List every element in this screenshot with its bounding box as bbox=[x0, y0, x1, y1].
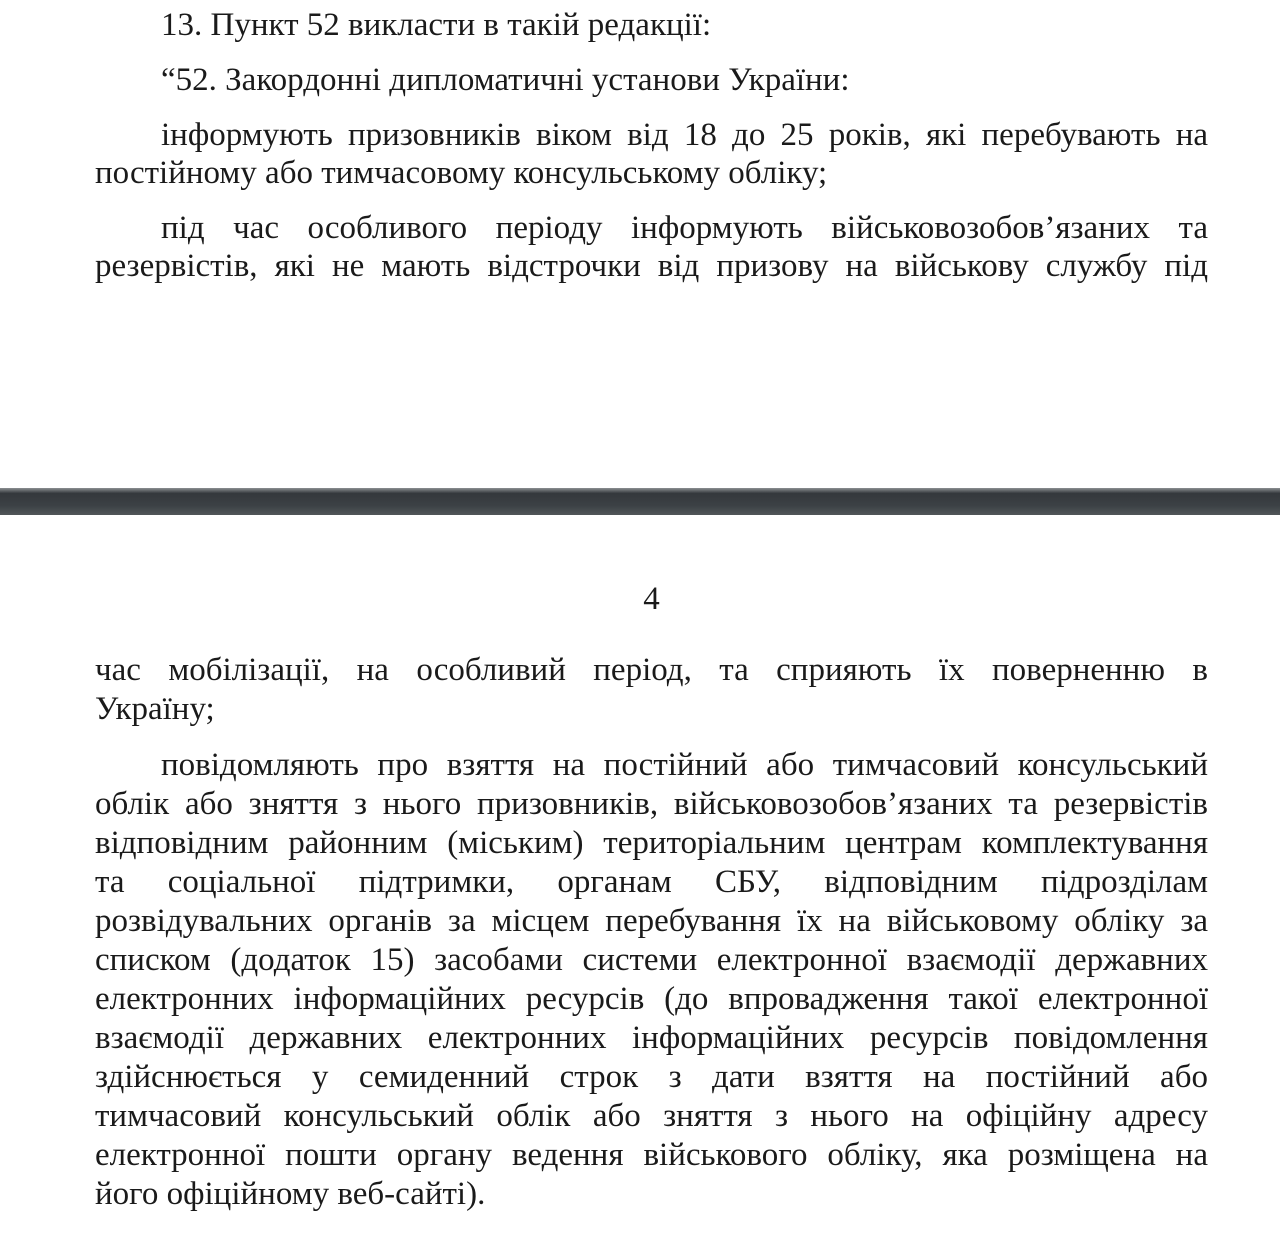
paragraph bbox=[95, 651, 1208, 729]
text-line: Україну; bbox=[95, 691, 215, 727]
paragraph bbox=[95, 209, 1208, 285]
paragraph bbox=[95, 6, 1208, 44]
text-line: інформують призовників віком від 18 до 25 років, які перебувають на bbox=[161, 117, 1208, 153]
paragraph bbox=[95, 746, 1208, 1214]
text-line: час мобілізації, на особливий період, та сприяють їх поверненню в bbox=[95, 652, 1208, 688]
paragraph bbox=[95, 116, 1208, 192]
text-line: під час особливого періоду інформують військовозобов’язаних та bbox=[161, 210, 1208, 246]
text-line: здійснюється у семиденний строк з дати взяття на постійний або bbox=[95, 1059, 1208, 1095]
paragraph bbox=[95, 61, 1208, 99]
text-line: облік або зняття з нього призовників, військовозобов’язаних та резервістів bbox=[95, 786, 1208, 822]
text-line: тимчасовий консульський облік або зняття з нього на офіційну адресу bbox=[95, 1098, 1208, 1134]
text-line: “52. Закордонні дипломатичні установи України: bbox=[161, 62, 850, 98]
text-line: списком (додаток 15) засобами системи електронної взаємодії державних bbox=[95, 942, 1208, 978]
page3-bottom-fragment bbox=[95, 6, 1208, 285]
text-line: постійному або тимчасовому консульському обліку; bbox=[95, 155, 828, 191]
text-line: розвідувальних органів за місцем перебування їх на військовому обліку за bbox=[95, 903, 1208, 939]
text-line: резервістів, які не мають відстрочки від призову на військову службу під bbox=[95, 248, 1208, 284]
text-line: та соціальної підтримки, органам СБУ, відповідним підрозділам bbox=[95, 864, 1208, 900]
text-line: 13. Пункт 52 викласти в такій редакції: bbox=[161, 7, 712, 43]
page4-body bbox=[95, 651, 1208, 1214]
page-separator-bar bbox=[0, 488, 1280, 515]
text-line: взаємодії державних електронних інформаційних ресурсів повідомлення bbox=[95, 1020, 1208, 1056]
page-number: 4 bbox=[643, 581, 660, 617]
page4-top-fragment bbox=[95, 580, 1208, 1214]
text-line: його офіційному веб-сайті). bbox=[95, 1176, 486, 1212]
text-line: електронних інформаційних ресурсів (до впровадження такої електронної bbox=[95, 981, 1208, 1017]
text-line: відповідним районним (міським) територіальним центрам комплектування bbox=[95, 825, 1208, 861]
text-line: повідомляють про взяття на постійний або тимчасовий консульський bbox=[161, 747, 1208, 783]
text-line: електронної пошти органу ведення військового обліку, яка розміщена на bbox=[95, 1137, 1208, 1173]
